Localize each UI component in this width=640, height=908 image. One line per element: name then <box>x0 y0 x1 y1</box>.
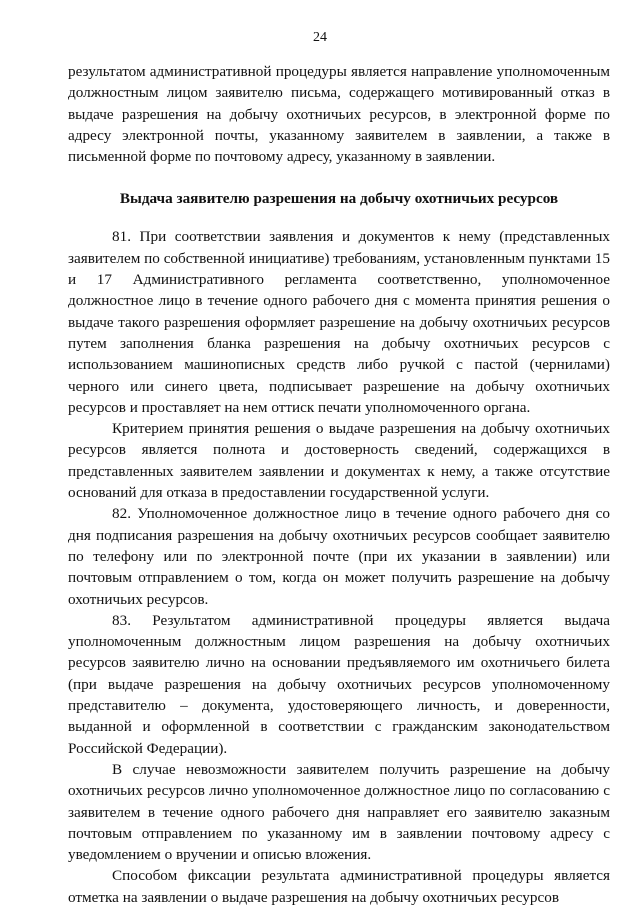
paragraph-fixation: Способом фиксации результата административной процедуры является отметка на заявлении о выдаче разрешения на добычу охотничьих ресурсов <box>68 867 610 906</box>
page-number: 24 <box>313 30 327 45</box>
paragraph-81: 81. При соответствии заявления и документов к нему (представленных заявителем по собственной инициативе) требованиям, установленным пунктами 15 и 17 Административного регламента соответственно, уполномоченное должностное лицо в течение одного рабочего дня с момента принятия решения о выдаче такого разрешения оформляет разрешение на добычу охотничьих ресурсов путем заполнения бланка разрешения на добычу охотничьих ресурсов с использованием машинописных средств либо ручкой с пастой (чернилами) черного или синего цвета, подписывает разрешение на добычу охотничьих ресурсов и проставляет на нем оттиск печати уполномоченного органа. <box>68 228 610 416</box>
document-body <box>68 61 610 908</box>
paragraph-82: 82. Уполномоченное должностное лицо в течение одного рабочего дня со дня подписания разрешения на добычу охотничьих ресурсов сообщает заявителю по телефону или по электронной почте (при их указании в заявлении) или почтовым отправлением о том, когда он может получить разрешение на добычу охотничьих ресурсов. <box>68 505 610 608</box>
paragraph-83: 83. Результатом административной процедуры является выдача уполномоченным должностным лицом разрешения на добычу охотничьих ресурсов заявителю лично на основании предъявляемого им охотничьего билета (при выдаче разрешения на добычу охотничьих ресурсов уполномоченному представителю – документа, удостоверяющего личность, и доверенности, выданной и оформленной в соответствии с гражданским законодательством Российской Федерации). <box>68 611 610 757</box>
intro-paragraph: результатом административной процедуры является направление уполномоченным должностным лицом заявителю письма, содержащего мотивированный отказ в выдаче разрешения на добычу охотничьих ресурсов, в электронной форме по адресу электронной почты, указанному заявителем в заявлении, а также в письменной форме по почтовому адресу, указанному в заявлении. <box>68 63 610 166</box>
paragraph-criterion: Критерием принятия решения о выдаче разрешения на добычу охотничьих ресурсов является полнота и достоверность сведений, содержащихся в представленных заявителем заявлении и документах к нему, а также отсутствие оснований для отказа в предоставлении государственной услуги. <box>68 420 610 502</box>
paragraph-mail-delivery: В случае невозможности заявителем получить разрешение на добычу охотничьих ресурсов лично уполномоченное должностное лицо по согласованию с заявителем в течение одного рабочего дня направляет его заявителю заказным почтовым отправлением по указанному им в заявлении почтовому адресу с уведомлением о вручении и описью вложения. <box>68 760 610 864</box>
section-heading: Выдача заявителю разрешения на добычу охотничьих ресурсов <box>119 190 559 208</box>
